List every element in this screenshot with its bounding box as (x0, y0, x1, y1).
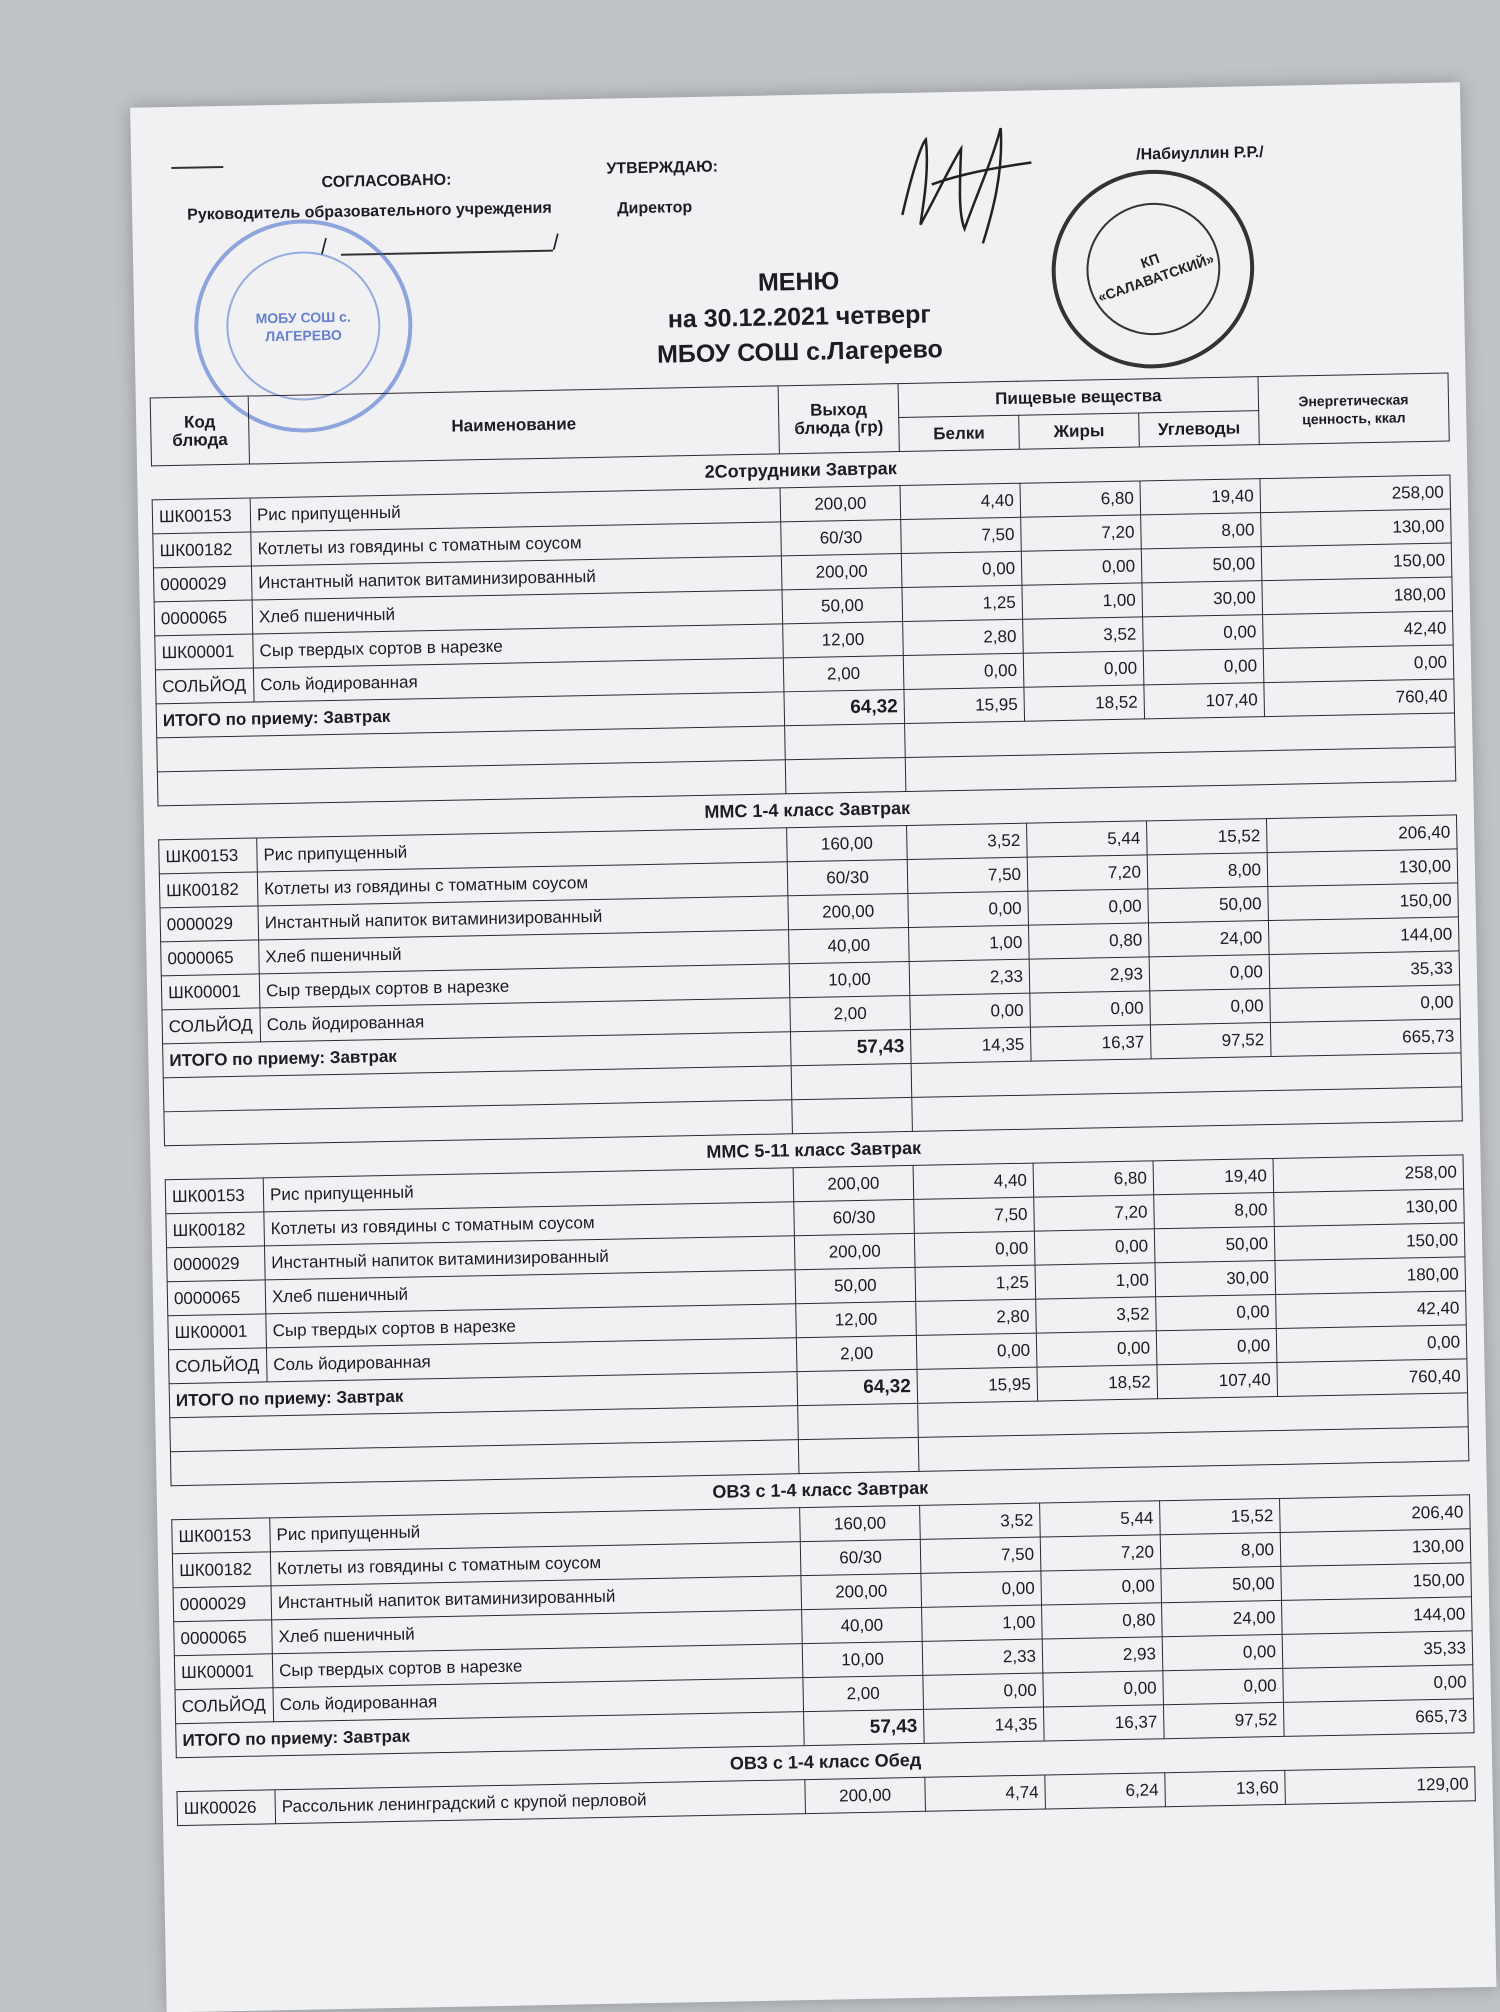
dish-yield: 10,00 (789, 961, 910, 997)
corner-dash (171, 166, 223, 169)
dish-name: Рис припущенный (263, 1168, 794, 1212)
dish-carbs: 50,00 (1161, 1566, 1282, 1602)
dish-energy: 180,00 (1262, 577, 1453, 615)
total-carbs: 107,40 (1157, 1362, 1278, 1398)
dish-name: Котлеты из говядины с томатным соусом (264, 1202, 795, 1246)
dish-proteins: 7,50 (907, 857, 1028, 893)
dish-energy: 129,00 (1285, 1767, 1476, 1805)
dish-proteins: 0,00 (914, 1231, 1035, 1267)
dish-carbs: 0,00 (1150, 989, 1271, 1025)
dish-carbs: 8,00 (1154, 1193, 1275, 1229)
dish-name: Инстантный напиток витаминизированный (264, 1236, 795, 1280)
dish-carbs: 0,00 (1156, 1294, 1277, 1330)
dish-carbs: 30,00 (1142, 581, 1263, 617)
dish-name: Соль йодированная (266, 1338, 797, 1382)
dish-fats: 6,80 (1020, 481, 1141, 517)
dish-energy: 206,40 (1266, 815, 1457, 853)
dish-energy: 150,00 (1281, 1563, 1472, 1601)
dish-energy: 35,33 (1282, 1631, 1473, 1669)
menu-document (130, 82, 1496, 2012)
dish-name: Рис припущенный (270, 1508, 801, 1552)
dish-energy: 144,00 (1281, 1597, 1472, 1635)
total-label: ИТОГО по приему: Завтрак (169, 1372, 798, 1418)
dish-carbs: 13,60 (1165, 1770, 1286, 1806)
dish-carbs: 30,00 (1155, 1261, 1276, 1297)
total-carbs: 97,52 (1150, 1023, 1271, 1059)
section-title: 2Сотрудники Завтрак (704, 458, 897, 482)
dish-code: 0000029 (167, 1246, 266, 1282)
dish-yield: 2,00 (796, 1335, 917, 1371)
sign-slash-right: / (552, 229, 560, 255)
dish-proteins: 1,00 (909, 925, 1030, 961)
dish-carbs: 50,00 (1148, 887, 1269, 923)
dish-fats: 0,00 (1023, 651, 1144, 687)
dish-code: 0000029 (160, 906, 259, 942)
dish-carbs: 15,52 (1160, 1498, 1281, 1534)
director-name: /Набиуллин Р.Р./ (1136, 144, 1264, 164)
dish-name: Хлеб пшеничный (259, 930, 790, 974)
approve-role: Директор (616, 198, 693, 218)
dish-energy: 130,00 (1280, 1529, 1471, 1567)
dish-proteins: 4,74 (925, 1775, 1046, 1811)
dish-name: Соль йодированная (260, 998, 791, 1042)
dish-proteins: 0,00 (921, 1571, 1042, 1607)
dish-fats: 0,00 (1043, 1671, 1164, 1707)
dish-energy: 0,00 (1283, 1665, 1474, 1703)
dish-fats: 3,52 (1036, 1297, 1157, 1333)
dish-yield: 12,00 (796, 1301, 917, 1337)
dish-fats: 0,00 (1021, 549, 1142, 585)
total-yield: 64,32 (797, 1369, 918, 1405)
dish-yield: 2,00 (783, 656, 904, 692)
dish-energy: 42,40 (1263, 611, 1454, 649)
dish-name: Инстантный напиток витаминизированный (271, 1576, 802, 1620)
dish-code: ШК00026 (177, 1790, 276, 1826)
dish-carbs: 8,00 (1160, 1532, 1281, 1568)
dish-fats: 2,93 (1029, 957, 1150, 993)
dish-carbs: 19,40 (1140, 479, 1261, 515)
dish-energy: 258,00 (1273, 1155, 1464, 1193)
page-school: МБОУ СОШ с.Лагерево (656, 335, 944, 369)
dish-proteins: 3,52 (907, 823, 1028, 859)
dish-proteins: 1,25 (902, 585, 1023, 621)
dish-name: Хлеб пшеничный (272, 1610, 803, 1654)
total-energy: 665,73 (1283, 1699, 1474, 1737)
dish-name: Сыр твердых сортов в нарезке (272, 1644, 803, 1688)
dish-yield: 60/30 (781, 520, 902, 556)
dish-code: 0000065 (174, 1620, 273, 1656)
company-stamp: КП «САЛАВАТСКИЙ» (1025, 142, 1282, 396)
dish-proteins: 2,33 (909, 959, 1030, 995)
dish-energy: 150,00 (1274, 1223, 1465, 1261)
dish-proteins: 7,50 (914, 1197, 1035, 1233)
dish-code: 0000065 (167, 1280, 266, 1316)
dish-yield: 2,00 (790, 995, 911, 1031)
dish-carbs: 0,00 (1143, 615, 1264, 651)
approve-title: УТВЕРЖДАЮ: (606, 158, 719, 178)
section-title: ОВЗ с 1-4 класс Завтрак (712, 1477, 929, 1502)
dish-carbs: 0,00 (1143, 649, 1264, 685)
total-energy: 665,73 (1270, 1019, 1461, 1057)
total-yield: 57,43 (804, 1709, 925, 1745)
dish-name: Котлеты из говядины с томатным соусом (257, 862, 788, 906)
dish-proteins: 1,25 (915, 1265, 1036, 1301)
dish-fats: 1,00 (1022, 583, 1143, 619)
total-yield: 64,32 (784, 690, 905, 726)
dish-energy: 130,00 (1261, 509, 1452, 547)
dish-energy: 144,00 (1268, 917, 1459, 955)
dish-proteins: 0,00 (903, 653, 1024, 689)
dish-name: Рис припущенный (250, 488, 781, 532)
dish-energy: 35,33 (1269, 951, 1460, 989)
dish-fats: 5,44 (1027, 821, 1148, 857)
dish-proteins: 2,33 (922, 1639, 1043, 1675)
school-stamp: МОБУ СОШ с. ЛАГЕРЕВО (192, 217, 414, 434)
dish-proteins: 0,00 (916, 1333, 1037, 1369)
dish-carbs: 50,00 (1141, 547, 1262, 583)
dish-yield: 12,00 (783, 622, 904, 658)
col-code: Код блюда (150, 396, 249, 466)
dish-carbs: 0,00 (1156, 1328, 1277, 1364)
page-title: МЕНЮ (757, 267, 840, 297)
dish-code: СОЛЬЙОД (175, 1688, 274, 1724)
dish-code: СОЛЬЙОД (155, 668, 254, 704)
dish-yield: 160,00 (800, 1505, 921, 1541)
dish-energy: 0,00 (1263, 645, 1454, 683)
dish-code: ШК00153 (172, 1518, 271, 1554)
dish-carbs: 0,00 (1149, 955, 1270, 991)
dish-code: ШК00001 (155, 634, 254, 670)
dish-yield: 200,00 (805, 1777, 926, 1813)
col-nutrients: Пищевые вещества (898, 377, 1259, 418)
total-energy: 760,40 (1264, 679, 1455, 717)
dish-energy: 206,40 (1280, 1495, 1471, 1533)
dish-fats: 7,20 (1021, 515, 1142, 551)
dish-yield: 60/30 (787, 859, 908, 895)
dish-carbs: 50,00 (1154, 1227, 1275, 1263)
dish-name: Хлеб пшеничный (265, 1270, 796, 1314)
total-fats: 18,52 (1037, 1365, 1158, 1401)
total-yield: 57,43 (790, 1029, 911, 1065)
dish-yield: 60/30 (794, 1199, 915, 1235)
dish-fats: 6,80 (1033, 1161, 1154, 1197)
agreed-title: СОГЛАСОВАНО: (321, 171, 452, 192)
total-energy: 760,40 (1277, 1359, 1468, 1397)
dish-energy: 42,40 (1276, 1291, 1467, 1329)
dish-proteins: 7,50 (901, 517, 1022, 553)
col-name: Наименование (248, 386, 779, 464)
dish-proteins: 0,00 (901, 551, 1022, 587)
dish-carbs: 24,00 (1162, 1600, 1283, 1636)
total-proteins: 14,35 (924, 1707, 1045, 1743)
dish-code: ШК00153 (159, 838, 258, 874)
dish-fats: 3,52 (1023, 617, 1144, 653)
dish-name: Сыр твердых сортов в нарезке (266, 1304, 797, 1348)
dish-name: Рис припущенный (257, 828, 788, 872)
dish-carbs: 24,00 (1148, 921, 1269, 957)
dish-carbs: 0,00 (1163, 1668, 1284, 1704)
director-signature-icon (890, 112, 1043, 255)
col-proteins: Белки (899, 415, 1020, 451)
dish-fats: 0,80 (1028, 923, 1149, 959)
dish-name: Инстантный напиток витаминизированный (258, 896, 789, 940)
section-title: ОВЗ с 1-4 класс Обед (729, 1749, 922, 1774)
menu-table (150, 373, 1476, 1827)
dish-code: 0000065 (161, 940, 260, 976)
dish-code: ШК00182 (172, 1552, 271, 1588)
total-fats: 18,52 (1024, 685, 1145, 721)
dish-yield: 50,00 (782, 588, 903, 624)
dish-yield: 40,00 (802, 1607, 923, 1643)
dish-carbs: 0,00 (1162, 1634, 1283, 1670)
dish-code: ШК00153 (152, 498, 251, 534)
dish-energy: 258,00 (1260, 475, 1451, 513)
dish-yield: 40,00 (789, 927, 910, 963)
dish-code: СОЛЬЙОД (168, 1348, 267, 1384)
col-fats: Жиры (1019, 413, 1140, 449)
dish-name: Котлеты из говядины с томатным соусом (251, 522, 782, 566)
page-date: на 30.12.2021 четверг (667, 300, 931, 334)
dish-proteins: 2,80 (903, 619, 1024, 655)
dish-code: 0000029 (173, 1586, 272, 1622)
dish-fats: 2,93 (1042, 1637, 1163, 1673)
dish-name: Хлеб пшеничный (252, 590, 783, 634)
total-label: ИТОГО по приему: Завтрак (156, 692, 785, 738)
dish-code: 0000065 (154, 600, 253, 636)
dish-yield: 200,00 (801, 1573, 922, 1609)
dish-proteins: 4,40 (913, 1163, 1034, 1199)
dish-code: ШК00182 (159, 872, 258, 908)
dish-yield: 10,00 (802, 1641, 923, 1677)
dish-name: Инстантный напиток витаминизированный (251, 556, 782, 600)
dish-name: Соль йодированная (273, 1678, 804, 1722)
dish-fats: 7,20 (1027, 855, 1148, 891)
dish-code: 0000029 (153, 566, 252, 602)
dish-proteins: 4,40 (900, 483, 1021, 519)
dish-name: Соль йодированная (253, 658, 784, 702)
dish-carbs: 19,40 (1153, 1159, 1274, 1195)
dish-carbs: 15,52 (1146, 819, 1267, 855)
dish-carbs: 8,00 (1141, 513, 1262, 549)
dish-name: Рассольник ленинградский с крупой перловой (275, 1780, 806, 1824)
dish-code: ШК00182 (166, 1212, 265, 1248)
dish-fats: 0,00 (1034, 1229, 1155, 1265)
col-carbs: Углеводы (1139, 411, 1260, 447)
total-label: ИТОГО по приему: Завтрак (176, 1712, 805, 1758)
dish-proteins: 7,50 (920, 1537, 1041, 1573)
dish-fats: 5,44 (1040, 1501, 1161, 1537)
dish-yield: 200,00 (781, 554, 902, 590)
dish-proteins: 1,00 (922, 1605, 1043, 1641)
dish-fats: 0,00 (1041, 1569, 1162, 1605)
dish-proteins: 2,80 (916, 1299, 1037, 1335)
dish-yield: 60/30 (800, 1539, 921, 1575)
dish-code: СОЛЬЙОД (162, 1008, 261, 1044)
dish-proteins: 3,52 (920, 1503, 1041, 1539)
dish-proteins: 0,00 (923, 1673, 1044, 1709)
dish-energy: 0,00 (1270, 985, 1461, 1023)
dish-fats: 0,00 (1028, 889, 1149, 925)
dish-name: Котлеты из говядины с томатным соусом (270, 1542, 801, 1586)
col-energy: Энергетическая ценность, ккал (1258, 373, 1449, 445)
sign-slash-left: / (320, 234, 328, 260)
total-proteins: 14,35 (910, 1027, 1031, 1063)
dish-energy: 150,00 (1261, 543, 1452, 581)
dish-code: ШК00182 (153, 532, 252, 568)
dish-name: Сыр твердых сортов в нарезке (259, 964, 790, 1008)
total-proteins: 15,95 (904, 687, 1025, 723)
dish-energy: 180,00 (1275, 1257, 1466, 1295)
dish-fats: 0,00 (1036, 1331, 1157, 1367)
dish-code: ШК00153 (165, 1178, 264, 1214)
dish-code: ШК00001 (161, 974, 260, 1010)
agreed-role: Руководитель образовательного учреждения (187, 199, 552, 224)
dish-yield: 200,00 (788, 893, 909, 929)
dish-fats: 1,00 (1035, 1263, 1156, 1299)
dish-energy: 130,00 (1274, 1189, 1465, 1227)
dish-yield: 200,00 (793, 1165, 914, 1201)
dish-fats: 6,24 (1045, 1773, 1166, 1809)
total-proteins: 15,95 (917, 1367, 1038, 1403)
dish-yield: 200,00 (794, 1233, 915, 1269)
section-title: ММС 1-4 класс Завтрак (704, 797, 911, 822)
total-fats: 16,37 (1043, 1705, 1164, 1741)
dish-yield: 50,00 (795, 1267, 916, 1303)
dish-fats: 7,20 (1040, 1535, 1161, 1571)
section-title: ММС 5-11 класс Завтрак (706, 1137, 922, 1162)
total-fats: 16,37 (1030, 1025, 1151, 1061)
total-label: ИТОГО по приему: Завтрак (163, 1032, 792, 1078)
col-yield: Выход блюда (гр) (778, 384, 899, 454)
dish-fats: 0,00 (1030, 991, 1151, 1027)
dish-yield: 160,00 (787, 825, 908, 861)
dish-yield: 2,00 (803, 1675, 924, 1711)
total-carbs: 107,40 (1144, 683, 1265, 719)
dish-proteins: 0,00 (908, 891, 1029, 927)
dish-proteins: 0,00 (910, 993, 1031, 1029)
dish-yield: 200,00 (780, 486, 901, 522)
dish-energy: 0,00 (1276, 1325, 1467, 1363)
dish-fats: 7,20 (1034, 1195, 1155, 1231)
dish-code: ШК00001 (174, 1654, 273, 1690)
dish-energy: 130,00 (1267, 849, 1458, 887)
dish-carbs: 8,00 (1147, 853, 1268, 889)
dish-energy: 150,00 (1268, 883, 1459, 921)
dish-name: Сыр твердых сортов в нарезке (253, 624, 784, 668)
total-carbs: 97,52 (1163, 1702, 1284, 1738)
dish-fats: 0,80 (1042, 1603, 1163, 1639)
dish-code: ШК00001 (168, 1314, 267, 1350)
